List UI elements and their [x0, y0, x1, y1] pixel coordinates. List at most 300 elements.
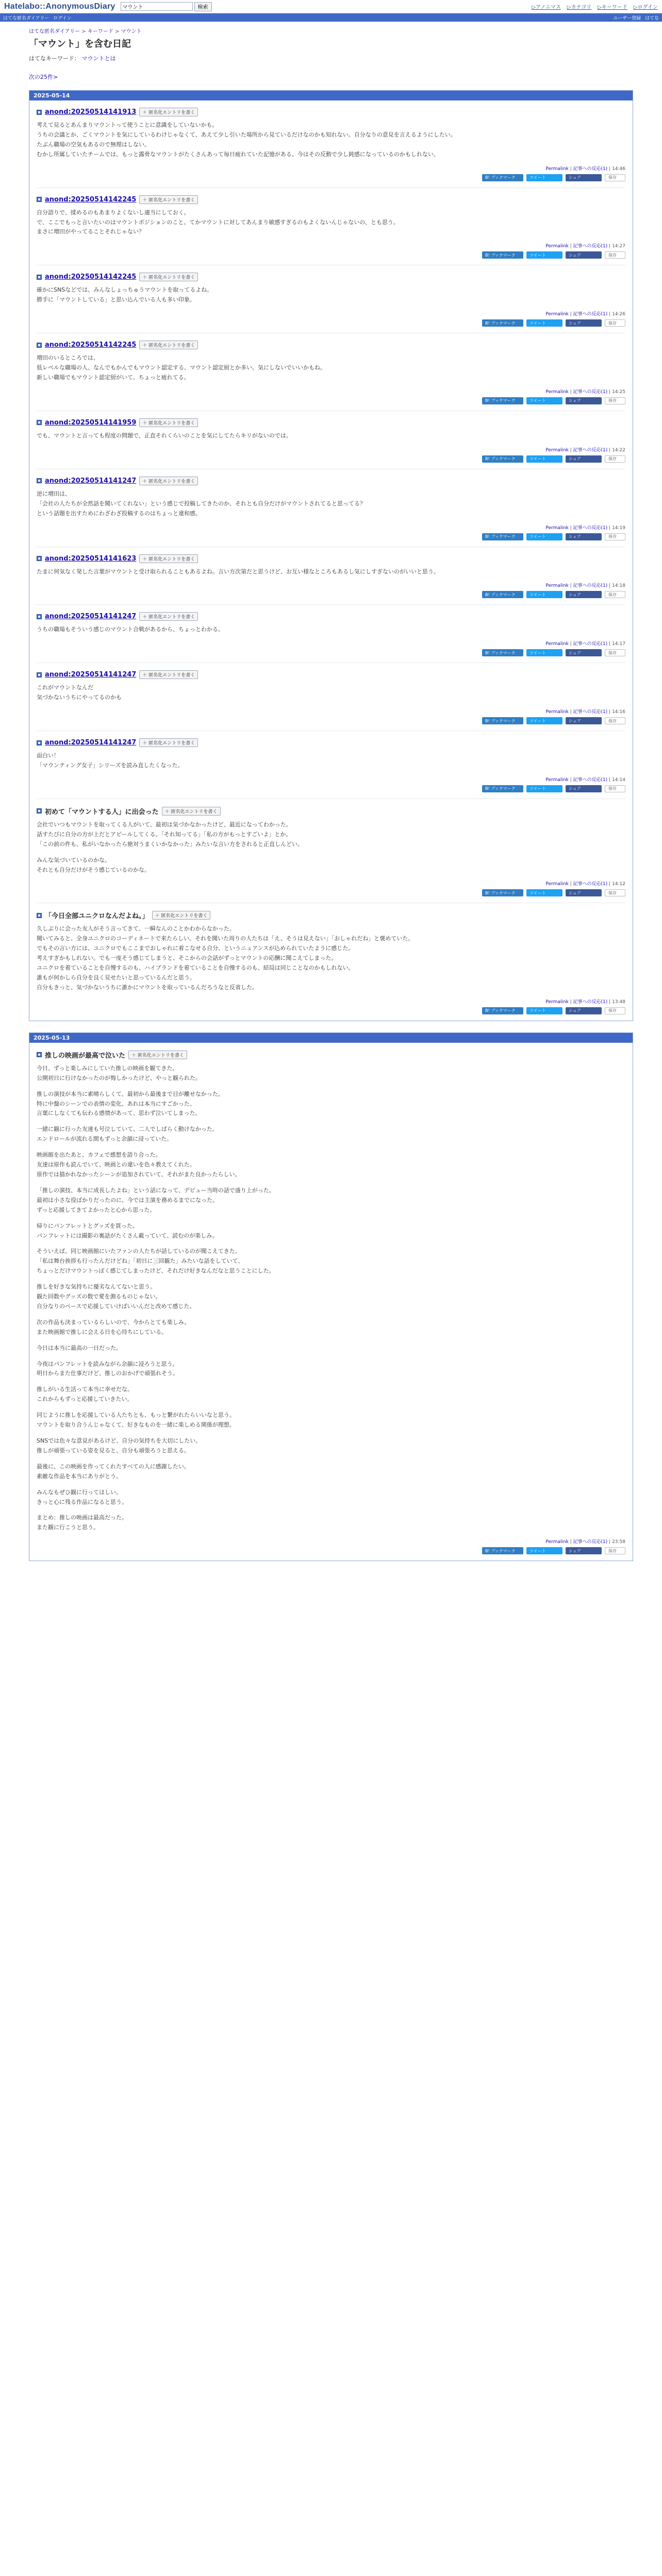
tweet-button[interactable]: ツイート	[526, 174, 562, 181]
entry-paragraph: でも、マウントと言っても程度の問題で、正直それくらいのことを気にしてたらキリがないのでは。	[37, 432, 292, 439]
entry-paragraph: むかし所属していたチームでは、もっと露骨なマウントがたくさんあって毎日疲れていた記憶がある。今はその反動で少し鈍感になっているのかもしれない。	[37, 150, 439, 158]
entry-paragraph: 逆に増田は、	[37, 490, 71, 497]
entry-title[interactable]: anond:20250514141959	[45, 418, 137, 427]
day-date: 2025-05-14	[29, 91, 633, 100]
entry-marker-icon	[37, 420, 42, 425]
entry-paragraph: きっと心に残る作品になると思う。	[37, 1498, 127, 1505]
share-row	[37, 591, 625, 598]
facebook-share-button[interactable]: シェア	[566, 174, 602, 181]
entry-paragraph: 勝手に「マウントしている」と思い込んでいる人も多い印象。	[37, 296, 195, 303]
write-entry-button[interactable]: ＋ 匿名化エントリを書く	[139, 418, 198, 427]
write-entry-button[interactable]: ＋ 匿名化エントリを書く	[139, 108, 198, 116]
entry-paragraph: 「私は舞台挨拶も行ったんだけどね」「初日に三回観た」みたいな話をしていて、	[37, 1258, 244, 1265]
entry-header	[37, 910, 625, 920]
entry-paragraph: 次の作品も決まっているらしいので、今からとても楽しみ。	[37, 1318, 190, 1326]
entry-body	[37, 285, 625, 305]
entry-paragraph: 考えて見るとあんまりマウントって使うことに意識をしていないかも。	[37, 122, 218, 128]
diary-entry	[37, 731, 625, 799]
permalink-link[interactable]: Permalink	[545, 777, 569, 783]
entry-title[interactable]: anond:20250514141913	[45, 108, 137, 116]
entry-spacer	[37, 1404, 625, 1411]
entry-paragraph: また映画館で推しに会える日を心待ちにしている。	[37, 1328, 167, 1335]
keyword-link[interactable]: マウントとは	[81, 55, 116, 62]
facebook-share-button[interactable]: シェア	[566, 455, 602, 463]
share-row	[37, 319, 625, 327]
hatena-bookmark-button[interactable]: B! ブックマーク	[482, 785, 523, 792]
entry-paragraph: 最初は小さな役ばかりだったのに、今では主演を務めるまでになった。	[37, 1196, 218, 1204]
tweet-button[interactable]: ツイート	[526, 397, 562, 404]
permalink-link[interactable]: Permalink	[545, 447, 569, 453]
entry-paragraph: SNSでは色々な意見があるけど、自分の気持ちを大切にしたい。	[37, 1437, 202, 1444]
top-header	[0, 0, 662, 13]
nav-login-link[interactable]: ログイン	[53, 15, 72, 21]
entry-paragraph: まとめ：推しの映画は最高だった。	[37, 1514, 127, 1521]
entry-paragraph: 帰りにパンフレットとグッズを買った。	[37, 1222, 138, 1229]
hatena-bookmark-button[interactable]: B! ブックマーク	[482, 319, 523, 327]
reactions-link[interactable]: 記事への反応(1)	[573, 641, 608, 647]
entry-paragraph: 友達は原作も読んでいて、映画との違いを色々教えてくれた。	[37, 1161, 195, 1168]
top-link-login[interactable]: ▷ログイン	[633, 5, 658, 10]
entry-paragraph: 明日からまた仕事だけど、推しのおかげで頑張れそう。	[37, 1370, 178, 1377]
tweet-button[interactable]: ツイート	[526, 889, 562, 896]
reactions-link[interactable]: 記事への反応(1)	[573, 1539, 608, 1545]
permalink-link[interactable]: Permalink	[545, 709, 569, 715]
entry-paragraph: 自分なりのペースで応援していけばいいんだと改めて感じた。	[37, 1302, 195, 1310]
share-row	[37, 717, 625, 724]
reactions-link[interactable]: 記事への反応(1)	[573, 447, 608, 453]
entry-time: 14:46	[612, 166, 625, 172]
reactions-link[interactable]: 記事への反応(1)	[573, 389, 608, 395]
entry-title[interactable]: 初めて「マウントする人」に出会った	[45, 808, 159, 816]
entry-title[interactable]: anond:20250514141247	[45, 671, 137, 679]
facebook-share-button[interactable]: シェア	[566, 319, 602, 327]
entry-time: 14:17	[612, 641, 625, 647]
pocket-button[interactable]: 保存	[605, 591, 625, 598]
entry-spacer	[37, 1353, 625, 1360]
entry-body	[37, 121, 625, 160]
entry-meta: Permalink | 記事への反応(1) | 14:18	[545, 583, 625, 589]
entry-paragraph: 推しを好きな気持ちに優劣なんてないと思う。	[37, 1283, 156, 1291]
pocket-button[interactable]: 保存	[605, 1547, 625, 1554]
entry-paragraph: 「マウンティング女子」シリーズを読み直したくなった。	[37, 762, 184, 769]
entry-paragraph: 最後に、この映画を作ってくれたすべての人に感謝したい。	[37, 1463, 190, 1470]
search-input[interactable]	[121, 2, 193, 11]
entry-paragraph: 公開初日に行けなかったのが悔しかったけど、やっと観られた。	[37, 1074, 201, 1081]
entry-paragraph: 「会社の人たちが全然話を聞いてくれない」という感じで投稿してきたのか、それとも自分だけがマウントされてると思ってる？	[37, 500, 366, 507]
entry-header	[37, 670, 625, 679]
permalink-link[interactable]: Permalink	[545, 1539, 569, 1545]
entry-paragraph: これがマウントなんだ	[37, 684, 93, 691]
entry-paragraph: 今日は本当に最高の一日だった。	[37, 1344, 122, 1351]
pocket-button[interactable]: 保存	[605, 1007, 625, 1014]
entry-paragraph: 映画館を出たあと、カフェで感想を語り合った。	[37, 1151, 161, 1159]
share-row	[37, 251, 625, 259]
entry-paragraph: 話すたびに自分の方が上だとアピールしてくる。「それ知ってる」「私の方がもっとすごいよ」とか。	[37, 831, 292, 838]
tweet-button[interactable]: ツイート	[526, 1547, 562, 1554]
facebook-share-button[interactable]: シェア	[566, 251, 602, 259]
entry-meta: Permalink | 記事への反応(1) | 13:48	[545, 999, 625, 1005]
diary-entry	[37, 469, 625, 547]
entry-meta: Permalink | 記事への反応(1) | 14:12	[545, 882, 625, 887]
tweet-button[interactable]: ツイート	[526, 1007, 562, 1014]
entry-paragraph: 推しがいる生活って本当に幸せだな。	[37, 1386, 133, 1393]
tweet-button[interactable]: ツイート	[526, 717, 562, 724]
hatena-bookmark-button[interactable]: B! ブックマーク	[482, 649, 523, 656]
entry-spacer	[37, 1241, 625, 1247]
share-row	[37, 785, 625, 792]
entry-marker-icon	[37, 110, 42, 115]
share-row	[37, 397, 625, 404]
entry-paragraph: パンフレットには撮影の裏話がたくさん載っていて、読むのが楽しみ。	[37, 1232, 218, 1239]
entry-spacer	[37, 1456, 625, 1462]
breadcrumb-home[interactable]: はてな匿名ダイアリー	[29, 29, 80, 35]
tweet-button[interactable]: ツイート	[526, 649, 562, 656]
entry-spacer	[37, 1337, 625, 1344]
diary-entry	[37, 663, 625, 731]
hatena-bookmark-button[interactable]: B! ブックマーク	[482, 591, 523, 598]
reactions-link[interactable]: 記事への反応(1)	[573, 244, 608, 249]
share-row	[37, 533, 625, 540]
entry-paragraph: 「この前の件も、私がいなかったら絶対うまくいかなかった」みたいな言い方をされると正直しんどい。	[37, 840, 303, 848]
pocket-button[interactable]: 保存	[605, 251, 625, 259]
day-section	[29, 90, 633, 1021]
entry-paragraph: 面白い！	[37, 752, 59, 759]
permalink-link[interactable]: Permalink	[545, 525, 569, 531]
entry-spacer	[37, 1379, 625, 1385]
entry-spacer	[37, 1118, 625, 1125]
pocket-button[interactable]: 保存	[605, 649, 625, 656]
diary-entry	[37, 265, 625, 333]
pocket-button[interactable]: 保存	[605, 319, 625, 327]
entry-header	[37, 108, 625, 116]
hatena-bookmark-button[interactable]: B! ブックマーク	[482, 1547, 523, 1554]
entry-meta: Permalink | 記事への反応(1) | 14:26	[545, 312, 625, 317]
entry-spacer	[37, 850, 625, 856]
entry-spacer	[37, 1507, 625, 1513]
entry-spacer	[37, 1180, 625, 1186]
share-row	[37, 889, 625, 896]
entry-paragraph: 原作では描かれなかったシーンが追加されていて、それがまた良かったらしい。	[37, 1171, 241, 1178]
site-logo[interactable]: Hatelabo::AnonymousDiary	[4, 2, 115, 11]
entry-paragraph: 自分もきっと、気づかないうちに誰かにマウントを取っているんだろうなと反省した。	[37, 984, 258, 991]
entry-meta: Permalink | 記事への反応(1) | 14:46	[545, 166, 625, 172]
entry-marker-icon	[37, 275, 42, 280]
facebook-share-button[interactable]: シェア	[566, 591, 602, 598]
entry-paragraph: ちょっとだけマウントっぽく感じてしまったけど、それだけ好きなんだなと思うことにした。	[37, 1267, 275, 1275]
entry-meta: Permalink | 記事への反応(1) | 14:19	[545, 525, 625, 531]
breadcrumb-current[interactable]: マウント	[121, 29, 142, 35]
facebook-share-button[interactable]: シェア	[566, 1007, 602, 1014]
entry-paragraph: 気づかないうちにやってるのかも	[37, 694, 122, 701]
entry-paragraph: まさに増田がやってることそれじゃない？	[37, 228, 144, 235]
entry-paragraph: これからもずっと応援していきたい。	[37, 1396, 133, 1403]
entry-paragraph: ずっと応援してきてよかったと心から思った。	[37, 1206, 156, 1213]
write-entry-button[interactable]: ＋ 匿名化エントリを書く	[139, 554, 198, 563]
hatena-bookmark-button[interactable]: B! ブックマーク	[482, 455, 523, 463]
entry-header	[37, 738, 625, 747]
entry-header	[37, 273, 625, 281]
write-entry-button[interactable]: ＋ 匿名化エントリを書く	[139, 612, 198, 621]
entry-marker-icon	[37, 556, 42, 561]
facebook-share-button[interactable]: シェア	[566, 649, 602, 656]
write-entry-button[interactable]: ＋ 匿名化エントリを書く	[139, 670, 198, 679]
nav-register-link[interactable]: ユーザー登録	[613, 15, 641, 21]
entry-paragraph: 一緒に観に行った友達も号泣していて、二人でしばらく動けなかった。	[37, 1126, 218, 1133]
hatena-bookmark-button[interactable]: B! ブックマーク	[482, 717, 523, 724]
entry-marker-icon	[37, 740, 42, 745]
write-entry-button[interactable]: ＋ 匿名化エントリを書く	[139, 273, 198, 281]
entry-header	[37, 477, 625, 485]
reactions-link[interactable]: 記事への反応(1)	[573, 583, 608, 589]
breadcrumb-keyword[interactable]: キーワード	[87, 29, 113, 35]
breadcrumb: はてな匿名ダイアリー > キーワード > マウント	[29, 29, 142, 35]
diary-entry	[37, 333, 625, 411]
entry-paragraph: 自分語りで、揉めるのもあまりよくないし適当にしておく。	[37, 209, 190, 216]
entry-marker-icon	[37, 913, 42, 918]
facebook-share-button[interactable]: シェア	[566, 785, 602, 792]
day-list	[29, 90, 633, 1561]
entry-spacer	[37, 1430, 625, 1436]
entry-header	[37, 195, 625, 204]
entry-paragraph: 会社でいつもマウントを取ってくる人がいて、最初は気づかなかったけど、最近になってわかった。	[37, 821, 292, 828]
entry-body	[37, 751, 625, 771]
entry-time: 14:26	[612, 312, 625, 317]
entry-paragraph: エンドロールが流れる間もずっと余韻に浸っていた。	[37, 1136, 173, 1143]
entry-paragraph: うちの会議とか、ごくマウントを気にしているわけじゃなくて、あえて少し引いた場所から見ているだけなのかも知れない。自分なりの意見を言えるようにしたい。	[37, 131, 456, 138]
reactions-link[interactable]: 記事への反応(1)	[573, 525, 608, 531]
share-row	[37, 649, 625, 656]
entry-body	[37, 683, 625, 703]
entry-header	[37, 612, 625, 621]
diary-entry	[37, 100, 625, 188]
entry-spacer	[37, 1276, 625, 1282]
top-link-category[interactable]: ▷カテゴリ	[567, 5, 592, 10]
search-button[interactable]: 検索	[194, 2, 212, 11]
entry-paragraph: たまに何気なく発した言葉がマウントと受け取られることもあるよね。言い方次第だと思うけど、お互い様なところもあるし気にしすぎないのがいいと思う。	[37, 568, 439, 575]
main-content	[0, 22, 662, 1561]
entry-title[interactable]: 推しの映画が最高で泣いた	[45, 1052, 126, 1060]
keyword-prefix: はてなキーワード：	[29, 55, 80, 62]
share-row	[37, 1547, 625, 1554]
entry-header	[37, 554, 625, 563]
tweet-button[interactable]: ツイート	[526, 591, 562, 598]
entry-title[interactable]: anond:20250514141623	[45, 554, 137, 563]
entry-body	[37, 820, 625, 875]
facebook-share-button[interactable]: シェア	[566, 717, 602, 724]
hatena-bookmark-button[interactable]: B! ブックマーク	[482, 397, 523, 404]
page-title: 「マウント」を含む日記	[29, 39, 131, 49]
search-form	[121, 2, 212, 11]
day-date: 2025-05-13	[29, 1033, 633, 1043]
entry-paragraph: 今夜はパンフレットを読みながら余韻に浸ろうと思う。	[37, 1360, 178, 1367]
diary-entry	[37, 547, 625, 605]
write-entry-button[interactable]: ＋ 匿名化エントリを書く	[139, 195, 198, 204]
entry-body	[37, 625, 625, 635]
entry-paragraph: ユニクロを着ていることを自慢するのも、ハイブランドを着ていることを自慢するのも、結局は同じことなのかもしれない。	[37, 964, 354, 972]
entry-title[interactable]: anond:20250514142245	[45, 341, 137, 349]
facebook-share-button[interactable]: シェア	[566, 533, 602, 540]
permalink-link[interactable]: Permalink	[545, 999, 569, 1005]
entry-marker-icon	[37, 1052, 42, 1057]
top-link-keyword[interactable]: ▷キーワード	[598, 5, 627, 10]
entry-body	[37, 567, 625, 577]
entry-paragraph: 同じように推しを応援している人たちとも、もっと繋がれたらいいなと思う。	[37, 1412, 235, 1419]
diary-entry	[37, 411, 625, 469]
write-entry-button[interactable]: ＋ 匿名化エントリを書く	[128, 1050, 187, 1059]
entry-title[interactable]: anond:20250514141247	[45, 739, 137, 747]
pocket-button[interactable]: 保存	[605, 785, 625, 792]
entry-title[interactable]: anond:20250514142245	[45, 195, 137, 204]
hatena-bookmark-button[interactable]: B! ブックマーク	[482, 889, 523, 896]
entry-time: 14:14	[612, 777, 625, 783]
entry-time: 14:16	[612, 709, 625, 715]
permalink-link[interactable]: Permalink	[545, 244, 569, 249]
pocket-button[interactable]: 保存	[605, 889, 625, 896]
entry-paragraph: という話題を出すためにわざわざ投稿するのはちょっと違和感。	[37, 510, 201, 517]
entry-paragraph: 低レベルな職場の人、なんでもかんでもマウント認定する、マウント認定厨とか多い。気にしないでいいかもね。	[37, 364, 326, 371]
pocket-button[interactable]: 保存	[605, 174, 625, 181]
facebook-share-button[interactable]: シェア	[566, 397, 602, 404]
entry-header	[37, 806, 625, 816]
nav-hatena-link[interactable]: はてな	[644, 15, 659, 21]
entry-title[interactable]: 「今日全部ユニクロなんだよね。」	[45, 912, 149, 921]
entry-marker-icon	[37, 478, 42, 483]
entry-meta: Permalink | 記事への反応(1) | 14:16	[545, 709, 625, 715]
entry-header	[37, 341, 625, 349]
permalink-link[interactable]: Permalink	[545, 882, 569, 887]
next-page-link[interactable]: 次の25件>	[29, 74, 58, 80]
entry-spacer	[37, 1083, 625, 1090]
tweet-button[interactable]: ツイート	[526, 533, 562, 540]
tweet-button[interactable]: ツイート	[526, 455, 562, 463]
entry-body	[37, 1064, 625, 1533]
reactions-link[interactable]: 記事への反応(1)	[573, 312, 608, 317]
entry-paragraph: 久しぶりに会った友人がそう言ってきて、一瞬なんのことかわからなかった。	[37, 925, 235, 933]
nav-home-link[interactable]: はてな匿名ダイアリー	[3, 15, 49, 21]
entry-spacer	[37, 1144, 625, 1150]
entry-header	[37, 418, 625, 427]
hatena-bookmark-button[interactable]: B! ブックマーク	[482, 533, 523, 540]
diary-entry	[37, 799, 625, 904]
entry-paragraph: 誰もが何かしら自分を良く見せたいと思っているんだと思う。	[37, 974, 195, 981]
entry-spacer	[37, 1215, 625, 1222]
permalink-link[interactable]: Permalink	[545, 389, 569, 395]
top-link-anonymous[interactable]: ▷アノニマス	[532, 5, 561, 10]
reactions-link[interactable]: 記事への反応(1)	[573, 777, 608, 783]
share-row	[37, 1007, 625, 1014]
pocket-button[interactable]: 保存	[605, 717, 625, 724]
tweet-button[interactable]: ツイート	[526, 251, 562, 259]
top-links	[532, 3, 658, 10]
day-section	[29, 1032, 633, 1561]
entry-marker-icon	[37, 672, 42, 677]
entry-time: 14:25	[612, 389, 625, 395]
entry-meta: Permalink | 記事への反応(1) | 14:22	[545, 447, 625, 453]
entry-paragraph: で、ここでもっと言いたいのはマウントポジションのこと。てかマウントに対してあんまり敏感すぎるのもよくないんじゃないの、とも思う。	[37, 218, 399, 226]
entry-body	[37, 924, 625, 992]
facebook-share-button[interactable]: シェア	[566, 1547, 602, 1554]
entry-time: 14:19	[612, 525, 625, 531]
permalink-link[interactable]: Permalink	[545, 641, 569, 647]
entry-spacer	[37, 1312, 625, 1318]
hatena-bookmark-button[interactable]: B! ブックマーク	[482, 251, 523, 259]
hatena-bookmark-button[interactable]: B! ブックマーク	[482, 174, 523, 181]
entry-spacer	[37, 1482, 625, 1488]
entry-time: 14:18	[612, 583, 625, 589]
entry-time: 14:27	[612, 244, 625, 249]
reactions-link[interactable]: 記事への反応(1)	[573, 999, 608, 1005]
write-entry-button[interactable]: ＋ 匿名化エントリを書く	[139, 477, 198, 485]
share-row	[37, 455, 625, 463]
facebook-share-button[interactable]: シェア	[566, 889, 602, 896]
entry-meta: Permalink | 記事への反応(1) | 14:27	[545, 244, 625, 249]
entry-paragraph: また観に行こうと思う。	[37, 1524, 99, 1531]
entry-paragraph: うちの職場もそういう感じのマウント合戦があるから、ちょっとわかる。	[37, 626, 224, 633]
tweet-button[interactable]: ツイート	[526, 319, 562, 327]
entry-body	[37, 208, 625, 238]
pagination	[29, 73, 633, 81]
reactions-link[interactable]: 記事への反応(1)	[573, 709, 608, 715]
write-entry-button[interactable]: ＋ 匿名化エントリを書く	[162, 807, 221, 816]
entry-meta: Permalink | 記事への反応(1) | 23:58	[545, 1539, 625, 1545]
entry-paragraph: 今日、ずっと楽しみにしていた推しの映画を観てきた。	[37, 1064, 178, 1072]
permalink-link[interactable]: Permalink	[545, 583, 569, 589]
entry-title[interactable]: anond:20250514141247	[45, 477, 137, 485]
entry-header	[37, 1050, 625, 1060]
diary-entry	[37, 1043, 625, 1561]
entry-marker-icon	[37, 614, 42, 619]
entry-paragraph: 確かにSNSなどでは、みんなしょっちゅうマウントを取ってるよね。	[37, 286, 213, 294]
entry-title[interactable]: anond:20250514142245	[45, 273, 137, 281]
entry-paragraph: それとも自分だけがそう感じているのかな。	[37, 866, 150, 873]
day-entries	[29, 1043, 633, 1561]
reactions-link[interactable]: 記事への反応(1)	[573, 166, 608, 172]
entry-time: 23:58	[612, 1539, 625, 1545]
pocket-button[interactable]: 保存	[605, 455, 625, 463]
hatena-bookmark-button[interactable]: B! ブックマーク	[482, 1007, 523, 1014]
entry-paragraph: 考えすぎかもしれない。でも一度そう感じてしまうと、そこからの会話がずっとマウントの応酬に聞こえてしまった。	[37, 955, 337, 962]
entry-paragraph: 推しが頑張っている姿を見ると、自分も頑張ろうと思える。	[37, 1447, 190, 1454]
global-navbar	[0, 13, 662, 22]
entry-time: 14:22	[612, 447, 625, 453]
entry-paragraph: みんなもぜひ観に行ってほしい。	[37, 1488, 122, 1496]
reactions-link[interactable]: 記事への反応(1)	[573, 882, 608, 887]
entry-paragraph: 増田のいるところでは、	[37, 354, 99, 362]
diary-entry	[37, 188, 625, 266]
tweet-button[interactable]: ツイート	[526, 785, 562, 792]
permalink-link[interactable]: Permalink	[545, 166, 569, 172]
entry-time: 13:48	[612, 999, 625, 1005]
entry-paragraph: たぶん職場の空気もあるので無理はしない。	[37, 141, 150, 148]
write-entry-button[interactable]: ＋ 匿名化エントリを書く	[139, 341, 198, 349]
entry-marker-icon	[37, 343, 42, 348]
entry-body	[37, 489, 625, 519]
entry-paragraph: 聞いてみると、全身ユニクロのコーディネートで来たらしい。それを聞いた周りの人たちは「え、そうは見えない」「おしゃれだね」と褒めていた。	[37, 935, 414, 942]
write-entry-button[interactable]: ＋ 匿名化エントリを書く	[152, 911, 211, 920]
write-entry-button[interactable]: ＋ 匿名化エントリを書く	[139, 738, 198, 747]
pocket-button[interactable]: 保存	[605, 397, 625, 404]
diary-entry	[37, 903, 625, 1020]
permalink-link[interactable]: Permalink	[545, 312, 569, 317]
entry-title[interactable]: anond:20250514141247	[45, 613, 137, 621]
pocket-button[interactable]: 保存	[605, 533, 625, 540]
entry-paragraph: 言葉にしなくても伝わる感情があって、思わず泣いてしまった。	[37, 1110, 201, 1117]
entry-meta: Permalink | 記事への反応(1) | 14:25	[545, 389, 625, 395]
entry-paragraph: マウントを取り合うんじゃなくて、好きなものを一緒に楽しめる関係が理想。	[37, 1421, 235, 1429]
entry-time: 14:12	[612, 882, 625, 887]
entry-paragraph: 推しの演技が本当に素晴らしくて、最初から最後まで目が離せなかった。	[37, 1090, 224, 1097]
entry-paragraph: 「推しの演技、本当に成長したよね」という話になって、デビュー当時の話で盛り上がった。	[37, 1187, 275, 1194]
